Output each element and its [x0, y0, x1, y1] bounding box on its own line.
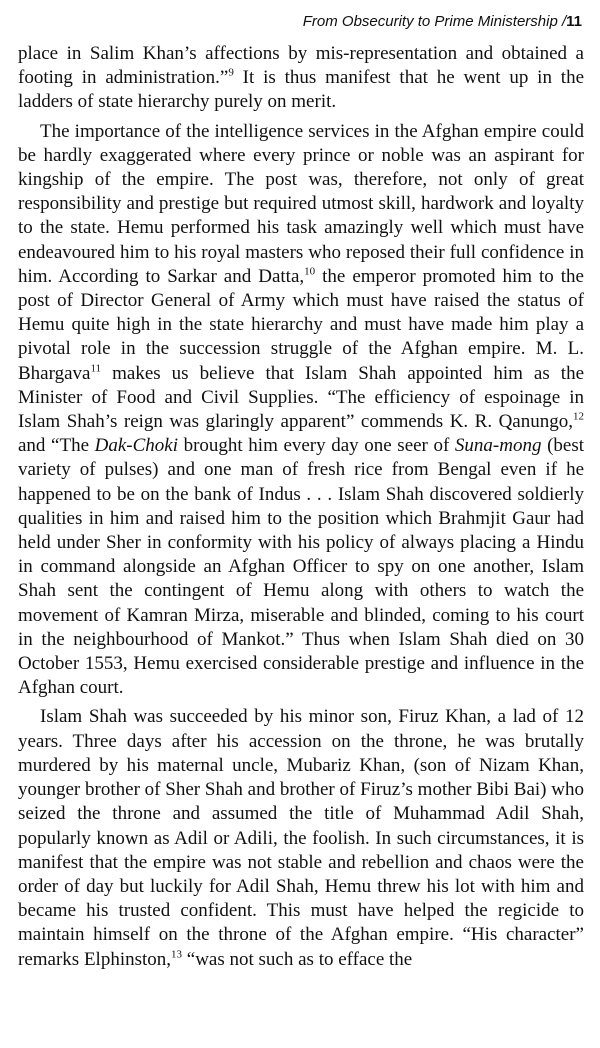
footnote-ref: 12: [573, 410, 584, 423]
paragraph: [18, 705, 584, 971]
text-run: and “The: [18, 435, 95, 457]
text-run: It is thus manifest that he went up in the ladders of state hierarchy purely on merit.: [18, 67, 584, 113]
text-run: Islam Shah was succeeded by his minor son, Firuz Khan, a lad of 12 years. Three days after his accession on the throne, he was brutally murdered by his maternal uncle, Mubariz Khan, (son of Nizam Khan, younger brother of Sher Shah and brother of Firuz’s mother Bibi Bai) who seized the throne and assumed the title of Muhammad Adil Shah, popularly known as Adil or Adili, the foolish. In such circumstances, it is manifest that the empire was not stable and rebellion and chaos were the order of day but luckily for Adil Shah, Hemu threw his lot with him and became his trusted confident. This must have helped the regicide to maintain himself on the throne of the Afghan empire. “His character” remarks Elphinston,: [18, 706, 584, 970]
paragraph: [18, 42, 584, 115]
italic-term: Dak-Choki: [94, 435, 178, 457]
text-run: the emperor promoted him to the post of Director General of Army which must have raised the status of Hemu quite high in the state hierarchy and must have made him play a pivotal role in the succession struggle of the Afghan empire. M. L. Bhargava: [18, 265, 584, 384]
text-run: place in Salim Khan’s affections by mis-representation and obtained a footing in administration.”: [18, 43, 584, 89]
page-number: 11: [566, 13, 582, 30]
body-text: [18, 42, 584, 972]
paragraph: [18, 120, 584, 701]
text-run: The importance of the intelligence services in the Afghan empire could be hardly exaggerated where every prince or noble was an aspirant for kingship of the empire. The post was, therefore, not only of great responsibility and prestige but required utmost skill, hardwork and loyalty to the state. Hemu performed his task amazingly well which must have endeavoured him to his royal masters who reposed their full confidence in him. According to Sarkar and Datta,: [18, 120, 584, 287]
running-header: [18, 12, 582, 32]
text-run: (best variety of pulses) and one man of fresh rice from Bengal even if he happened to be on the bank of Indus . . . Islam Shah discovered soldierly qualities in him and raised him to the position which Brahmjit Gaur had held under Sher in conformity with his policy of always placing a Hindu in command alongside an Afghan Officer to spy on one another, Islam Shah sent the contingent of Hemu along with others to watch the movement of Kamran Mirza, miserable and blinded, coming to his court in the neighbourhood of Mankot.” Thus when Islam Shah died on 30 October 1553, Hemu exercised considerable prestige and influence in the Afghan court.: [18, 435, 584, 699]
footnote-ref: 13: [171, 948, 183, 961]
italic-term: Suna-mong: [454, 435, 542, 457]
text-run: “was not such as to efface the: [182, 948, 413, 970]
footnote-ref: 11: [90, 362, 102, 375]
text-run: brought him every day one seer of: [177, 435, 455, 457]
text-run: makes us believe that Islam Shah appointed him as the Minister of Food and Civil Supplies. “The efficiency of espoinage in Islam Shah’s reign was glaringly apparent” commends K. R. Qanungo,: [18, 362, 584, 433]
footnote-ref: 10: [304, 265, 316, 278]
header-title: From Obsecurity to Prime Ministership /: [302, 13, 567, 30]
footnote-ref: 9: [228, 66, 234, 79]
